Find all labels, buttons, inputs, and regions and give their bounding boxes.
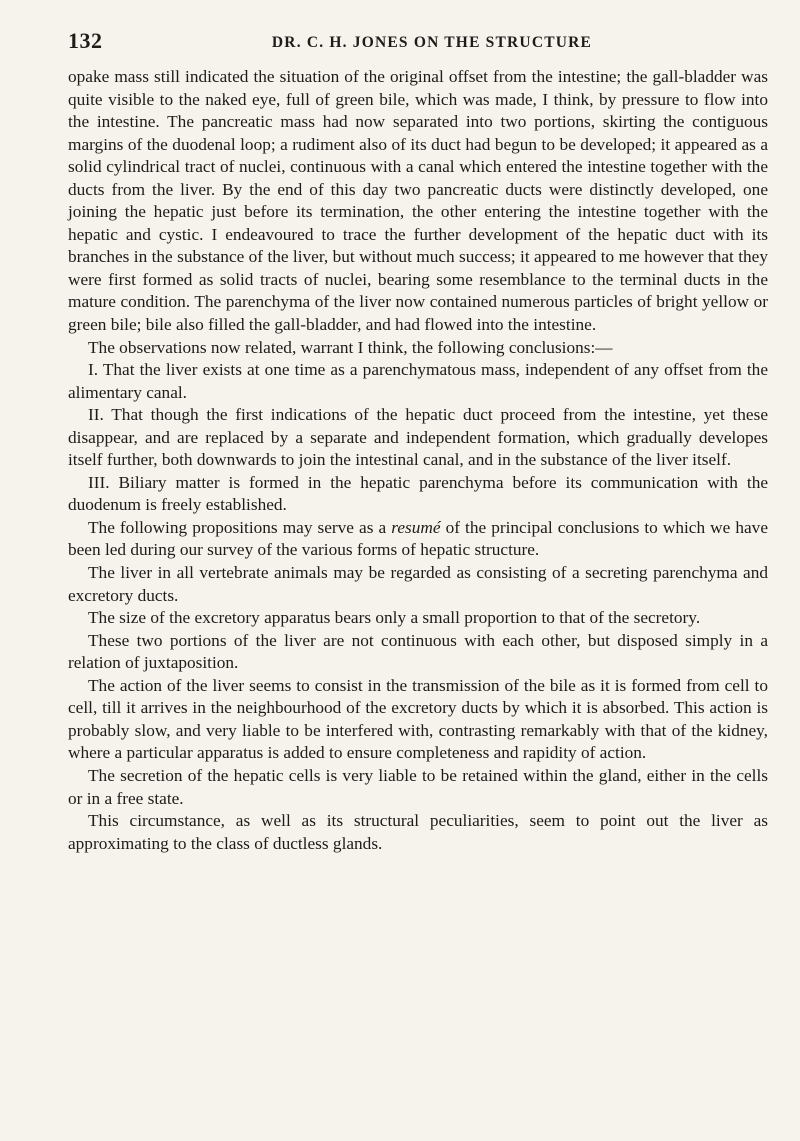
- resume-text-after: of the principal conclusions to which we have been led during our survey of the various forms of hepatic structure.: [68, 517, 768, 560]
- body-text: [68, 66, 768, 855]
- paragraph-conclusion-1: I. That the liver exists at one time as a parenchymatous mass, independent of any offset from the alimentary canal.: [68, 360, 768, 402]
- paragraph-conclusion-2: II. That though the first indications of the hepatic duct proceed from the intestine, yet these disappear, and are replaced by a separate and independent formation, which gradually developes itself further, both downwards to join the intestinal canal, and in the substance of the liver itself.: [68, 405, 768, 470]
- paragraph-proposition-1: The liver in all vertebrate animals may be regarded as consisting of a secreting parenchyma and excretory ducts.: [68, 563, 768, 605]
- paragraph-proposition-6: This circumstance, as well as its structural peculiarities, seem to point out the liver as approximating to the class of ductless glands.: [68, 811, 768, 853]
- running-head: [68, 28, 768, 58]
- paragraph-proposition-3: These two portions of the liver are not continuous with each other, but disposed simply in a relation of juxtaposition.: [68, 630, 768, 673]
- resume-italic: resumé: [391, 517, 441, 537]
- running-title: DR. C. H. JONES ON THE STRUCTURE: [271, 34, 593, 51]
- paragraph-continued: opake mass still indicated the situation of the original offset from the intestine; the gall-bladder was quite visible to the naked eye, full of green bile, which was made, I think, by pressure to flow into the intestine. The pancreatic mass had now separated into two portions, skirting the contiguous margins of the duodenal loop; a rudiment also of its duct had begun to be developed; it appeared as a solid cylindrical tract of nuclei, continuous with a canal which entered the intestine together with the ducts from the liver. By the end of this day two pancreatic ducts were distinctly developed, one joining the hepatic just before its termination, the other entering the intestine together with the hepatic and cystic. I endeavoured to trace the further development of the hepatic duct with its branches in the substance of the liver, but without much success; it appeared to me however that they were first formed as solid tracts of nuclei, bearing some resemblance to the terminal ducts in the mature condition. The parenchyma of the liver now contained numerous particles of bright yellow or green bile; bile also filled the gall-bladder, and had flowed into the intestine.: [68, 67, 768, 335]
- paragraph-conclusion-3: III. Biliary matter is formed in the hepatic parenchyma before its communication with the duodenum is freely established.: [68, 472, 768, 515]
- paragraph-proposition-4: The action of the liver seems to consist in the transmission of the bile as it is formed from cell to cell, till it arrives in the neighbourhood of the excretory ducts by which it is absorbed. This action is probably slow, and very liable to be interfered with, contrasting remarkably with that of the kidney, where a particular apparatus is added to ensure completeness and rapidity of action.: [68, 675, 768, 763]
- page-number: 132: [68, 28, 103, 53]
- paragraph-proposition-2: The size of the excretory apparatus bears only a small proportion to that of the secretory.: [88, 608, 701, 628]
- resume-text-before: The following propositions may serve as a: [88, 517, 392, 537]
- paragraph-proposition-5: The secretion of the hepatic cells is very liable to be retained within the gland, either in the cells or in a free state.: [68, 765, 768, 808]
- paragraph-resume: [68, 517, 768, 562]
- paragraph-conclusions-intro: The observations now related, warrant I think, the following conclusions:—: [88, 337, 613, 357]
